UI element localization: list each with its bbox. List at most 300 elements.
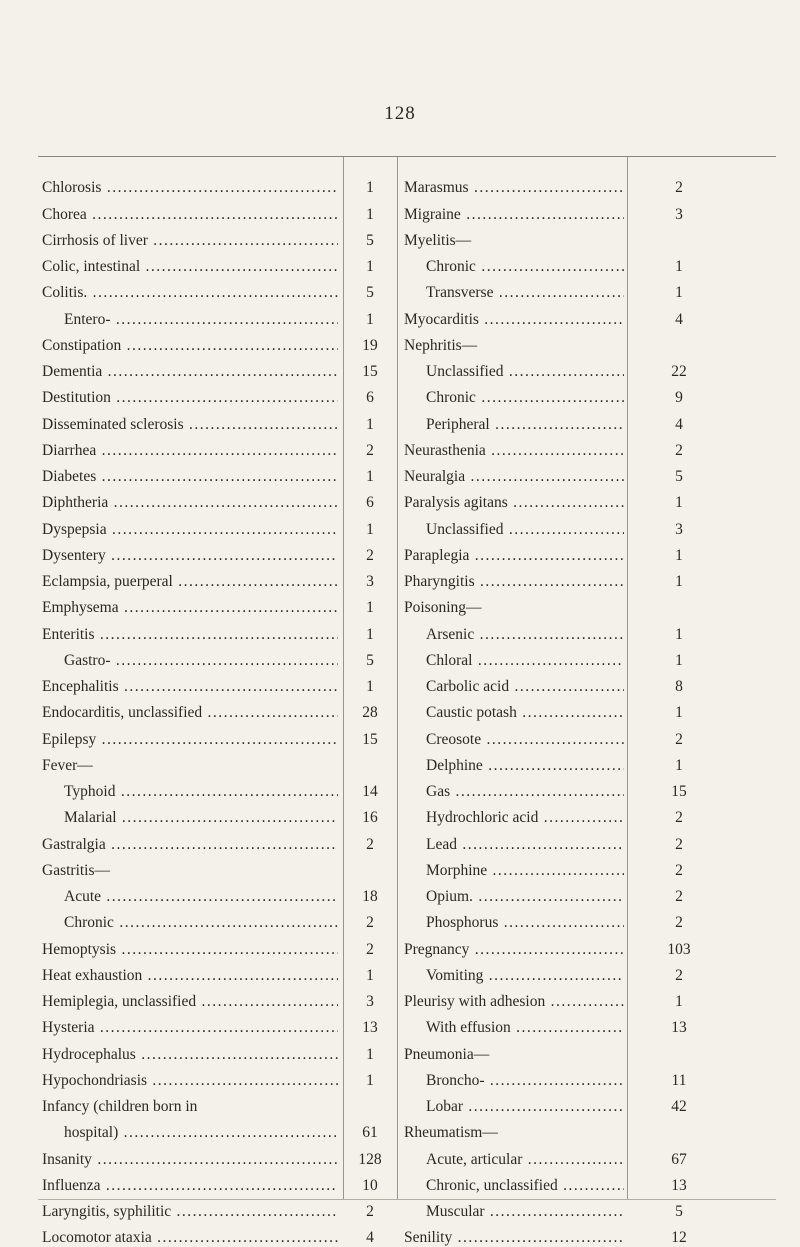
table-row [628, 696, 730, 722]
table-row [42, 775, 338, 801]
table-row [42, 959, 338, 985]
entry-label: Typhoid ..... [42, 783, 338, 801]
entry-label: Gastro- ..... [42, 652, 338, 670]
table-row [404, 827, 624, 853]
entry-count: 1 [366, 258, 374, 275]
entry-label: Colic, intestinal ..... [42, 258, 338, 276]
table-row [404, 1011, 624, 1037]
table-row [344, 276, 396, 302]
entry-count: 5 [675, 468, 683, 485]
entry-count: 1 [675, 756, 683, 774]
right-label-column [404, 171, 624, 1247]
entry-label: Infancy (children born in [42, 1098, 198, 1115]
table-row [404, 985, 624, 1011]
entry-label: Entero- ..... [42, 311, 338, 329]
table-row [628, 827, 730, 853]
table-row [628, 197, 730, 223]
table-row [42, 749, 338, 775]
table-row [628, 1221, 730, 1247]
entry-count: 1 [366, 520, 374, 538]
table-row [42, 1221, 338, 1247]
entry-label: Transverse ..... [404, 284, 624, 302]
entry-count: 1 [366, 678, 374, 695]
entry-count: 15 [362, 363, 378, 380]
entry-label: Caustic potash ..... [404, 704, 624, 722]
entry-count: 22 [671, 363, 687, 380]
table-row [344, 539, 396, 565]
entry-label: Acute, articular ..... [404, 1151, 624, 1169]
entry-count: 1 [675, 258, 683, 275]
table-row [404, 539, 624, 565]
entry-count: 1 [366, 468, 374, 485]
table-row [628, 486, 730, 512]
entry-label: Hemiplegia, unclassified ..... [42, 993, 338, 1011]
table-row [344, 1169, 396, 1195]
entry-label: Paralysis agitans ..... [404, 494, 624, 512]
table-row [404, 381, 624, 407]
entry-label: With effusion ..... [404, 1019, 624, 1037]
entry-count: 1 [366, 1071, 374, 1089]
entry-count: 11 [671, 1071, 687, 1089]
table-row [344, 434, 396, 460]
entry-label: Chorea ..... [42, 206, 338, 224]
table-row [404, 1169, 624, 1195]
entry-count: 28 [362, 704, 378, 722]
table-row [42, 1011, 338, 1037]
entry-count: 1 [366, 599, 374, 617]
entry-count: 2 [675, 861, 683, 879]
table-row [404, 854, 624, 880]
table-row [404, 644, 624, 670]
table-row [344, 696, 396, 722]
table-row [344, 617, 396, 643]
top-rule [38, 156, 776, 157]
entry-count: 2 [675, 966, 683, 984]
entry-label: Vomiting ..... [404, 967, 624, 985]
entry-label: Diphtheria ..... [42, 494, 338, 512]
entry-label: Gas ..... [404, 783, 624, 801]
table-row [344, 644, 396, 670]
table-row [628, 801, 730, 827]
table-row [404, 276, 624, 302]
table-row [404, 302, 624, 328]
table-row [344, 224, 396, 250]
table-row [628, 276, 730, 302]
entry-count: 15 [362, 730, 378, 748]
entry-label: Malarial ..... [42, 809, 338, 827]
entry-label: Arsenic ..... [404, 626, 624, 644]
entry-count: 3 [675, 205, 683, 223]
table-row [628, 985, 730, 1011]
entry-label: Senility ..... [404, 1229, 624, 1247]
entry-count: 1 [675, 546, 683, 564]
table-row [628, 854, 730, 880]
table-row [42, 854, 338, 880]
table-row [42, 906, 338, 932]
table-row [628, 1169, 730, 1195]
table-row [344, 1064, 396, 1090]
entry-label: Hysteria ..... [42, 1019, 338, 1037]
table-row [42, 1142, 338, 1168]
table-row [42, 539, 338, 565]
entry-count: 2 [366, 1203, 374, 1220]
table-row [404, 250, 624, 276]
entry-count: 6 [366, 389, 374, 407]
table-row [628, 329, 730, 355]
table-row [344, 460, 396, 486]
entry-label: Dyspepsia ..... [42, 521, 338, 539]
entry-count: 5 [366, 651, 374, 669]
table-row [42, 276, 338, 302]
entry-label: Laryngitis, syphilitic ..... [42, 1203, 338, 1221]
entry-count: 2 [366, 940, 374, 958]
entry-count: 1 [366, 625, 374, 643]
table-row [404, 801, 624, 827]
table-row [42, 1169, 338, 1195]
table-row [404, 486, 624, 512]
entry-label: Chloral ..... [404, 652, 624, 670]
entry-label: Acute ..... [42, 888, 338, 906]
entry-count: 13 [671, 1019, 687, 1037]
entry-label: Endocarditis, unclassified ..... [42, 704, 338, 722]
entry-label: Paraplegia ..... [404, 547, 624, 565]
entry-label: Cirrhosis of liver ..... [42, 232, 338, 250]
entry-label: Diabetes ..... [42, 468, 338, 486]
table-row [344, 959, 396, 985]
entry-label: Destitution ..... [42, 389, 338, 407]
entry-label: Broncho- ..... [404, 1072, 624, 1090]
entry-count: 1 [366, 1045, 374, 1063]
left-value-column [344, 171, 396, 1247]
table-row [344, 381, 396, 407]
table-row [404, 696, 624, 722]
entry-count: 1 [675, 284, 683, 302]
entry-label: Colitis. ..... [42, 284, 338, 302]
table-row [344, 1011, 396, 1037]
table-row [344, 1142, 396, 1168]
entry-label: Pneumonia— [404, 1045, 490, 1063]
entry-label: Unclassified ..... [404, 363, 624, 381]
table-row [42, 985, 338, 1011]
page-number: 128 [384, 103, 416, 124]
table-row [404, 512, 624, 538]
entry-count: 1 [366, 966, 374, 984]
entry-label: Pregnancy ..... [404, 941, 624, 959]
entry-count: 2 [366, 441, 374, 459]
table-row [344, 1221, 396, 1247]
table-row [344, 512, 396, 538]
table-row [628, 565, 730, 591]
entry-count: 2 [675, 179, 683, 197]
entry-count: 1 [366, 415, 374, 433]
entry-count: 16 [362, 809, 378, 827]
entry-count: 4 [675, 415, 683, 433]
table-row [344, 880, 396, 906]
entry-label: Pharyngitis ..... [404, 573, 624, 591]
table-row [42, 827, 338, 853]
table-row [344, 985, 396, 1011]
table-row [344, 329, 396, 355]
table-row [404, 329, 624, 355]
table-row [42, 512, 338, 538]
entry-count: 6 [366, 494, 374, 512]
entry-label: Heat exhaustion ..... [42, 967, 338, 985]
table-row [42, 250, 338, 276]
entry-label: Neurasthenia ..... [404, 442, 624, 460]
table-row [42, 171, 338, 197]
table-row [42, 1037, 338, 1063]
table-row [628, 644, 730, 670]
entry-label: Dementia ..... [42, 363, 338, 381]
table-row [42, 1090, 338, 1116]
entry-count: 5 [366, 231, 374, 249]
table-row [42, 696, 338, 722]
entry-count: 1 [366, 310, 374, 328]
table-row [344, 486, 396, 512]
table-row [42, 460, 338, 486]
table-row [628, 670, 730, 696]
table-row [344, 722, 396, 748]
table-row [628, 460, 730, 486]
entry-label: Peripheral ..... [404, 416, 624, 434]
entry-count: 1 [675, 651, 683, 669]
table-row [42, 932, 338, 958]
entry-label: Hydrocephalus ..... [42, 1046, 338, 1064]
table-row [42, 670, 338, 696]
column-divider-center [397, 157, 398, 1199]
table-row [628, 1090, 730, 1116]
table-row [628, 1037, 730, 1063]
table-row [344, 197, 396, 223]
table-row [628, 1116, 730, 1142]
table-row [42, 1064, 338, 1090]
entry-label: Nephritis— [404, 336, 478, 354]
table-row [628, 224, 730, 250]
table-row [42, 302, 338, 328]
table-row [42, 1116, 338, 1142]
entry-count: 1 [675, 704, 683, 722]
table-row [344, 749, 396, 775]
table-row [628, 959, 730, 985]
table-row [42, 197, 338, 223]
table-row [628, 512, 730, 538]
entry-label: Enteritis ..... [42, 626, 338, 644]
entry-label: Hypochondriasis ..... [42, 1072, 338, 1090]
entry-label: Marasmus ..... [404, 179, 624, 197]
entry-label: Hydrochloric acid ..... [404, 809, 624, 827]
entry-count: 2 [366, 914, 374, 932]
entry-count: 2 [366, 546, 374, 564]
entry-count: 1 [675, 993, 683, 1010]
table-row [628, 434, 730, 460]
table-row [404, 749, 624, 775]
table-row [628, 171, 730, 197]
table-row [404, 197, 624, 223]
table-row [628, 1064, 730, 1090]
table-row [404, 1142, 624, 1168]
entry-count: 1 [675, 573, 683, 590]
entry-label: Diarrhea ..... [42, 442, 338, 460]
entry-label: Lead ..... [404, 836, 624, 854]
table-row [404, 670, 624, 696]
table-row [404, 407, 624, 433]
entry-label: Encephalitis ..... [42, 678, 338, 696]
table-row [42, 486, 338, 512]
table-row [404, 617, 624, 643]
entry-label: Insanity ..... [42, 1151, 338, 1169]
entry-count: 14 [362, 783, 378, 800]
table-row [628, 722, 730, 748]
table-row [404, 1090, 624, 1116]
entry-count: 42 [671, 1098, 687, 1115]
entry-count: 2 [366, 835, 374, 853]
table-row [628, 775, 730, 801]
table-row [42, 224, 338, 250]
table-row [344, 1090, 396, 1116]
table-row [628, 302, 730, 328]
table-row [344, 302, 396, 328]
table-row [628, 1142, 730, 1168]
entry-count: 2 [675, 888, 683, 905]
table-row [344, 827, 396, 853]
entry-label: Muscular ..... [404, 1203, 624, 1221]
table-row [42, 617, 338, 643]
entry-count: 2 [675, 441, 683, 459]
table-row [344, 1037, 396, 1063]
entry-label: Migraine ..... [404, 206, 624, 224]
entry-label: Pleurisy with adhesion ..... [404, 993, 624, 1011]
table-row [344, 801, 396, 827]
entry-count: 3 [366, 573, 374, 590]
entry-count: 3 [675, 520, 683, 538]
entry-count: 5 [366, 284, 374, 302]
table-row [404, 959, 624, 985]
table-row [404, 434, 624, 460]
table-row [42, 565, 338, 591]
entry-count: 13 [671, 1176, 687, 1194]
entry-label: Delphine ..... [404, 757, 624, 775]
entry-label: Hemoptysis ..... [42, 941, 338, 959]
table-row [42, 381, 338, 407]
table-row [404, 591, 624, 617]
table-row [404, 906, 624, 932]
entry-count: 2 [675, 730, 683, 748]
table-row [404, 171, 624, 197]
table-row [404, 565, 624, 591]
bottom-rule [38, 1199, 776, 1200]
entry-count: 15 [671, 783, 687, 800]
table-row [42, 407, 338, 433]
table-row [404, 722, 624, 748]
table-row [404, 1116, 624, 1142]
table-row [344, 250, 396, 276]
entry-count: 2 [675, 809, 683, 827]
table-row [628, 591, 730, 617]
entry-count: 128 [358, 1150, 382, 1168]
table-row [344, 407, 396, 433]
entry-label: Myelitis— [404, 231, 472, 249]
entry-count: 8 [675, 678, 683, 695]
table-row [628, 932, 730, 958]
entry-count: 13 [362, 1019, 378, 1037]
table-row [344, 565, 396, 591]
entry-count: 18 [362, 888, 378, 905]
entry-label: Poisoning— [404, 599, 482, 617]
table-row [404, 355, 624, 381]
entry-count: 1 [675, 625, 683, 643]
table-row [344, 906, 396, 932]
entry-label: Chronic, unclassified ..... [404, 1177, 624, 1195]
entry-count: 1 [366, 179, 374, 197]
entry-count: 3 [366, 993, 374, 1010]
entry-label: Eclampsia, puerperal ..... [42, 573, 338, 591]
entry-label: Emphysema ..... [42, 599, 338, 617]
entry-count: 67 [671, 1150, 687, 1168]
table-row [42, 801, 338, 827]
table-row [628, 407, 730, 433]
table-row [628, 1011, 730, 1037]
table-row [42, 591, 338, 617]
table-row [42, 355, 338, 381]
table-row [404, 1064, 624, 1090]
table-row [42, 434, 338, 460]
entry-label: Chronic ..... [404, 258, 624, 276]
right-value-column [628, 171, 730, 1247]
entry-label: Opium. ..... [404, 888, 624, 906]
entry-count: 61 [362, 1124, 378, 1142]
entry-label: Locomotor ataxia ..... [42, 1229, 338, 1247]
entry-label: Rheumatism— [404, 1124, 498, 1142]
table-row [42, 722, 338, 748]
table-row [628, 617, 730, 643]
entry-label: Morphine ..... [404, 862, 624, 880]
entry-label: Carbolic acid ..... [404, 678, 624, 696]
entry-label: Phosphorus ..... [404, 914, 624, 932]
entry-count: 2 [675, 835, 683, 853]
entry-count: 4 [366, 1229, 374, 1247]
entry-count: 5 [675, 1203, 683, 1220]
table-row [344, 670, 396, 696]
table-row [404, 880, 624, 906]
entry-count: 103 [667, 940, 691, 958]
table-row [404, 932, 624, 958]
table-row [628, 906, 730, 932]
table-row [344, 171, 396, 197]
table-row [628, 749, 730, 775]
entry-count: 1 [675, 494, 683, 512]
entry-label: Lobar ..... [404, 1098, 624, 1116]
table-row [344, 1116, 396, 1142]
table-row [628, 381, 730, 407]
table-row [404, 460, 624, 486]
entry-label: Creosote ..... [404, 731, 624, 749]
table-row [628, 880, 730, 906]
entry-label: Chronic ..... [42, 914, 338, 932]
table-row [344, 932, 396, 958]
table-row [42, 880, 338, 906]
table-row [404, 775, 624, 801]
entry-label: Chlorosis ..... [42, 179, 338, 197]
entry-count: 9 [675, 389, 683, 407]
table-row [628, 355, 730, 381]
entry-count: 10 [362, 1176, 378, 1194]
entry-label: Gastritis— [42, 861, 111, 879]
entry-count: 4 [675, 310, 683, 328]
entry-count: 1 [366, 205, 374, 223]
table-row [344, 591, 396, 617]
entry-count: 19 [362, 336, 378, 354]
table-row [404, 1037, 624, 1063]
